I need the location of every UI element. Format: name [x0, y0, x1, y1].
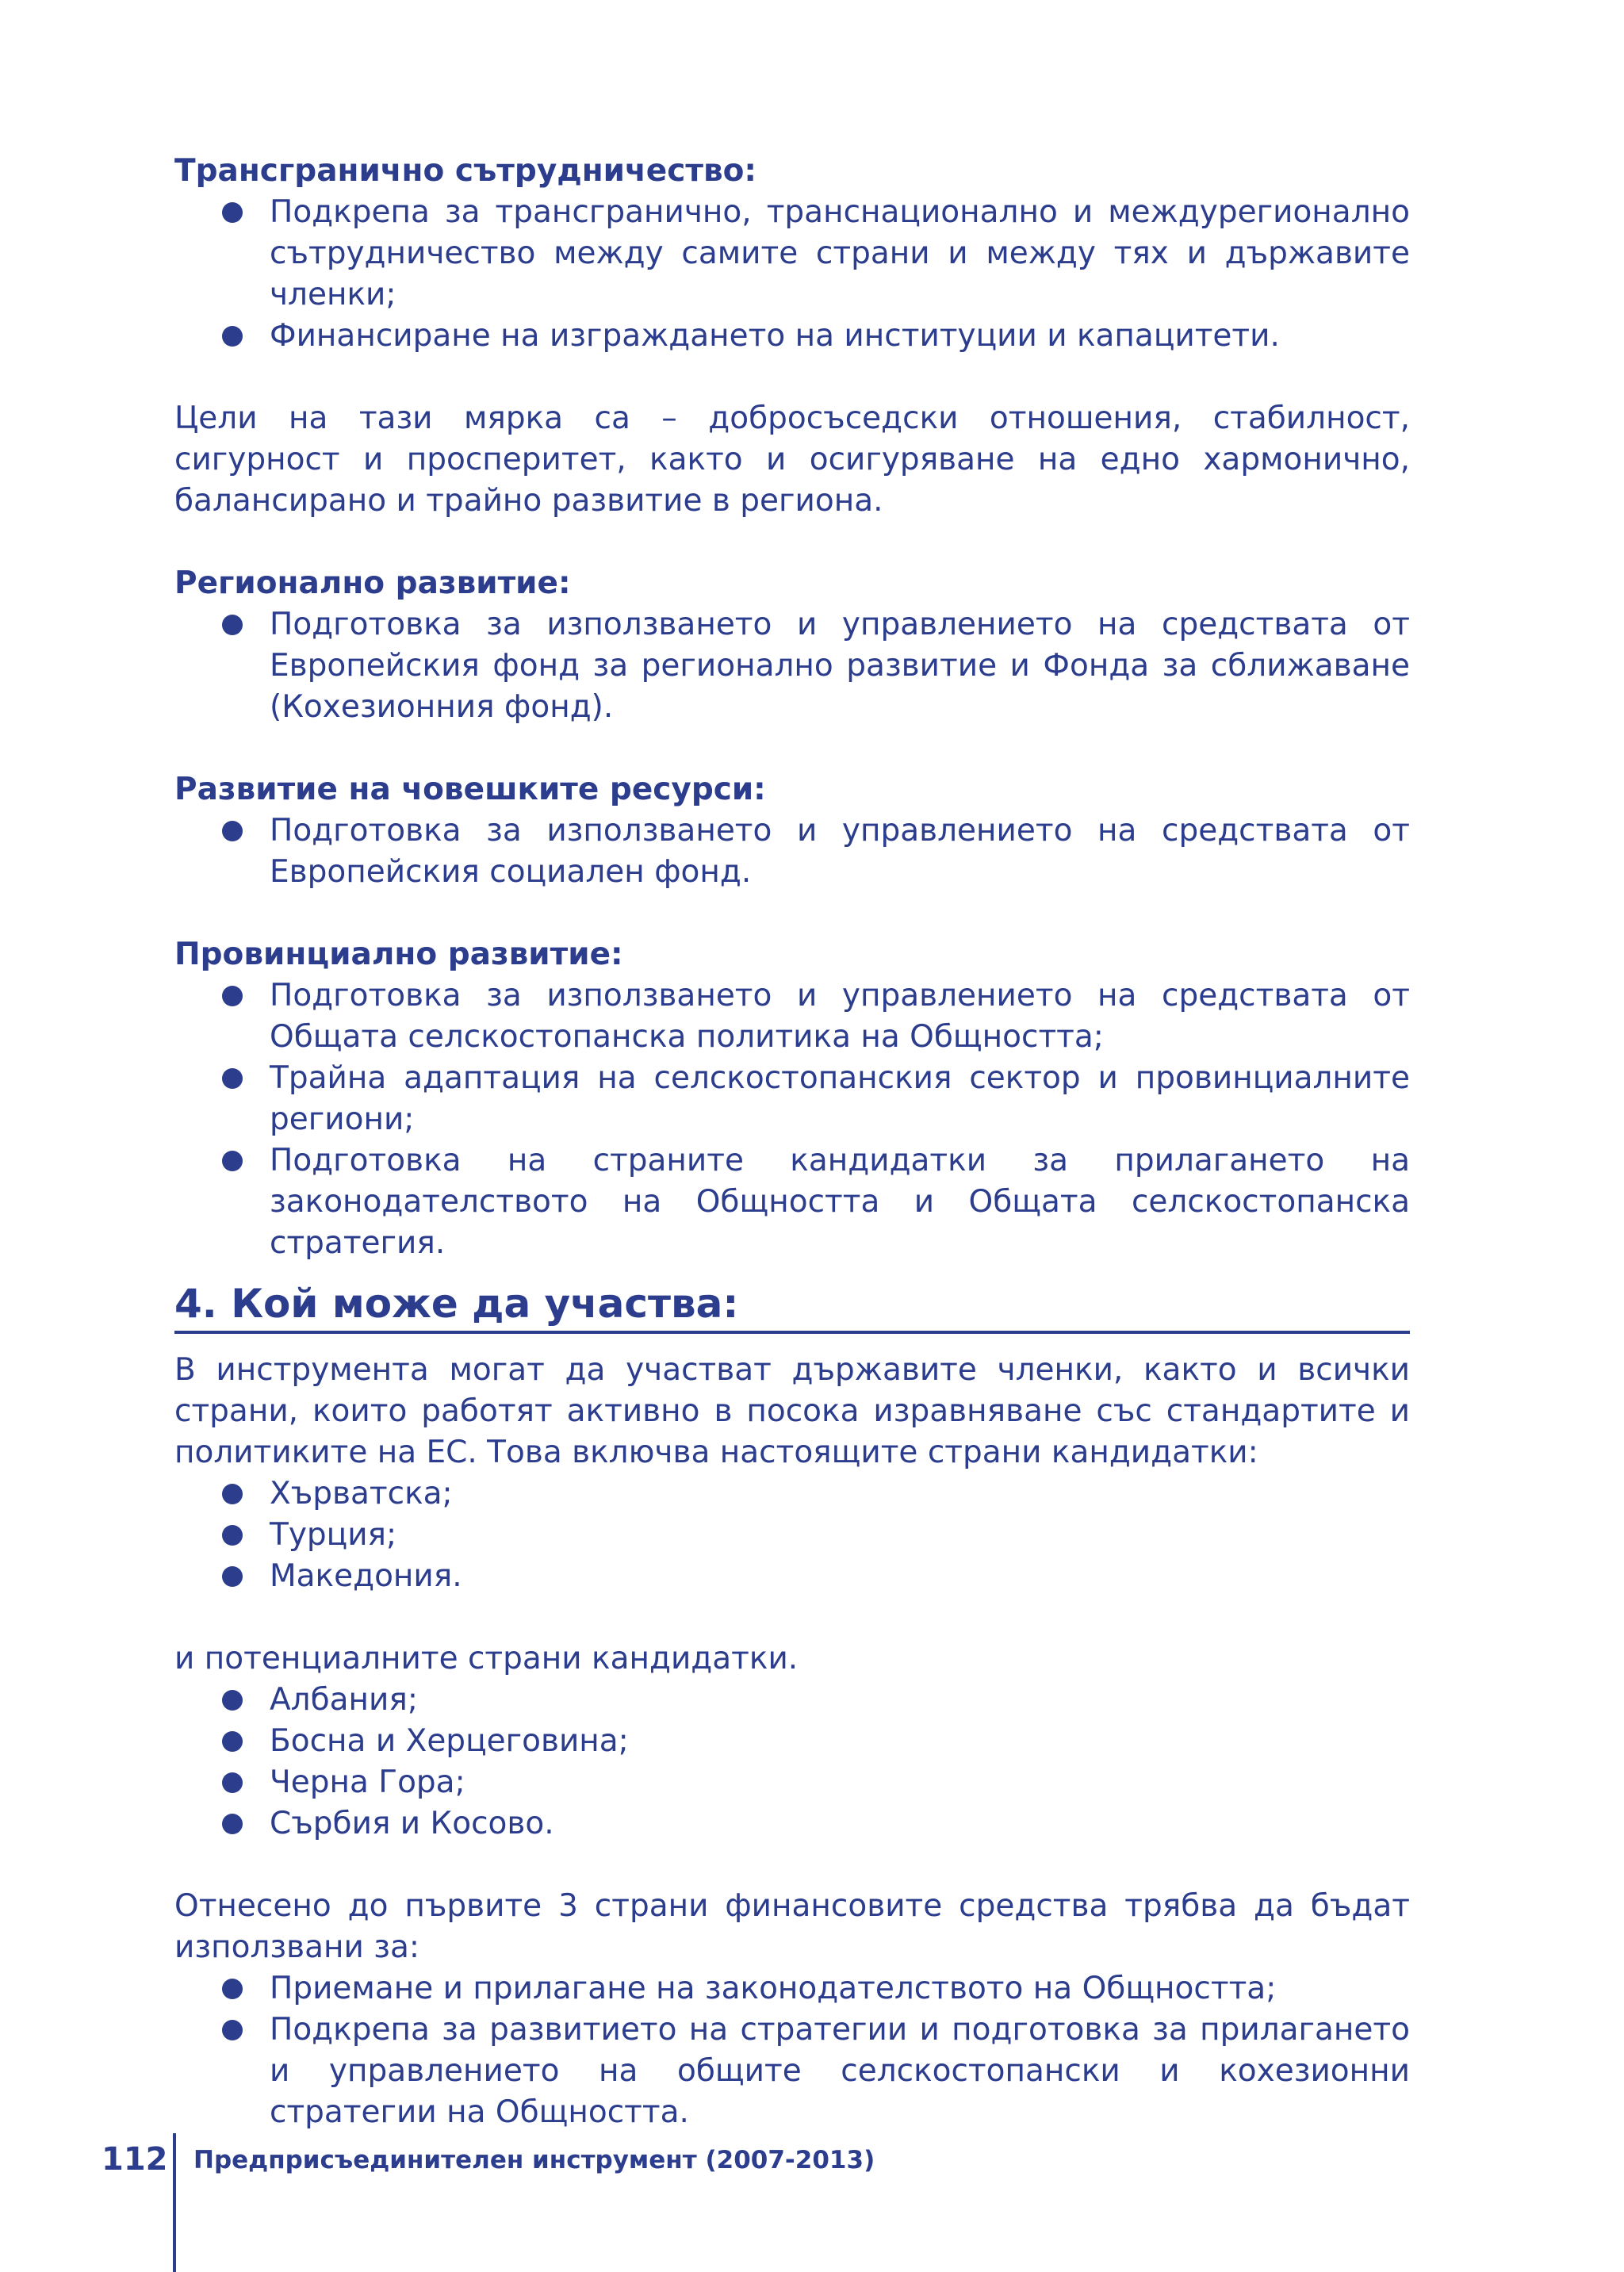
list-item: [270, 2010, 1410, 2133]
list-item-text: Подготовка за използването и управлението на средствата от Европейския фонд за регионално развитие и Фонда за сближаване (Кохезионния фонд).: [270, 607, 1410, 725]
bullet-icon: [222, 1566, 243, 1587]
list-item-text: Македония.: [270, 1558, 462, 1594]
heading-human-resources: Развитие на човешките ресурси:: [174, 772, 766, 807]
list-item-text: Албания;: [270, 1682, 419, 1718]
list-item-text: Трайна адаптация на селскостопанския сектор и провинциалните региони;: [270, 1060, 1410, 1137]
list-item-text: Подготовка на страните кандидатки за прилагането на законодателството на Общността и Общата селскостопанска стратегия.: [270, 1143, 1410, 1261]
rural-list: [174, 975, 1410, 1264]
list-item: [270, 1762, 1410, 1803]
list-item: [270, 810, 1410, 893]
list-item: [270, 1803, 1410, 1845]
bullet-icon: [222, 1151, 243, 1171]
funding-intro: Отнесено до първите 3 страни финансовите средства трябва да бъдат използвани за:: [174, 1888, 1410, 1965]
list-item-text: Подкрепа за трансгранично, транснационално и междурегионално сътрудничество между самите страни и между тях и държавите членки;: [270, 194, 1410, 312]
list-item-text: Сърбия и Косово.: [270, 1806, 554, 1841]
list-item: [270, 1515, 1410, 1556]
list-item: [270, 604, 1410, 728]
goals-paragraph: Цели на тази мярка са – добросъседски отношения, стабилност, сигурност и просперитет, както и осигуряване на едно хармонично, балансирано и трайно развитие в региона.: [174, 400, 1410, 519]
list-item: [270, 192, 1410, 316]
bullet-icon: [222, 821, 243, 841]
list-item: [270, 1058, 1410, 1140]
bullet-icon: [222, 1690, 243, 1711]
list-item-text: Хърватска;: [270, 1476, 453, 1511]
bullet-icon: [222, 202, 243, 223]
bullet-icon: [222, 1814, 243, 1834]
footer-title: Предприсъединителен инструмент (2007-2013): [193, 2146, 875, 2174]
bullet-icon: [222, 2020, 243, 2040]
list-item: [270, 1968, 1410, 2010]
list-item-text: Подготовка за използването и управлението на средствата от Европейския социален фонд.: [270, 813, 1410, 890]
list-item: [270, 1721, 1410, 1762]
list-item-text: Приемане и прилагане на законодателството на Общността;: [270, 1971, 1277, 2006]
page-number: 112: [102, 2141, 168, 2178]
list-item: [270, 1556, 1410, 1597]
heading-cross-border: Трансгранично сътрудничество:: [174, 153, 757, 189]
page-content: [174, 151, 1410, 2133]
bullet-icon: [222, 1525, 243, 1546]
heading-rural: Провинциално развитие:: [174, 937, 623, 972]
participants-intro: В инструмента могат да участват държавите членки, както и всички страни, които работят активно в посока изравняване със стандартите и политиките на ЕС. Това включва настоящите страни кандидатки:: [174, 1352, 1410, 1470]
potential-candidates-list: [174, 1680, 1410, 1845]
list-item: [270, 1140, 1410, 1264]
list-item: [270, 1680, 1410, 1721]
bullet-icon: [222, 1484, 243, 1504]
list-item-text: Босна и Херцеговина;: [270, 1723, 629, 1759]
regional-list: [174, 604, 1410, 728]
page-footer: [0, 2125, 1624, 2272]
cross-border-list: [174, 192, 1410, 357]
bullet-icon: [222, 1731, 243, 1752]
list-item: [270, 1473, 1410, 1515]
bullet-icon: [222, 1979, 243, 1999]
human-resources-list: [174, 810, 1410, 893]
list-item-text: Подкрепа за развитието на стратегии и подготовка за прилагането и управлението на общите селскостопански и кохезионни стратегии на Общността.: [270, 2012, 1410, 2130]
list-item-text: Подготовка за използването и управлението на средствата от Общата селскостопанска политика на Общността;: [270, 978, 1410, 1055]
bullet-icon: [222, 1068, 243, 1089]
list-item-text: Финансиране на изграждането на институции и капацитети.: [270, 318, 1280, 354]
bullet-icon: [222, 326, 243, 347]
heading-regional: Регионално развитие:: [174, 565, 571, 601]
footer-divider: [173, 2133, 176, 2272]
list-item-text: Черна Гора;: [270, 1764, 465, 1800]
list-item-text: Турция;: [270, 1517, 397, 1553]
list-item: [270, 316, 1410, 357]
bullet-icon: [222, 1772, 243, 1793]
bullet-icon: [222, 615, 243, 635]
section-heading-who-can-participate: 4. Кой може да участва:: [174, 1278, 1410, 1334]
list-item: [270, 975, 1410, 1058]
funding-list: [174, 1968, 1410, 2133]
potential-candidates-intro: и потенциалните страни кандидатки.: [174, 1641, 799, 1676]
candidates-list: [174, 1473, 1410, 1597]
bullet-icon: [222, 986, 243, 1006]
